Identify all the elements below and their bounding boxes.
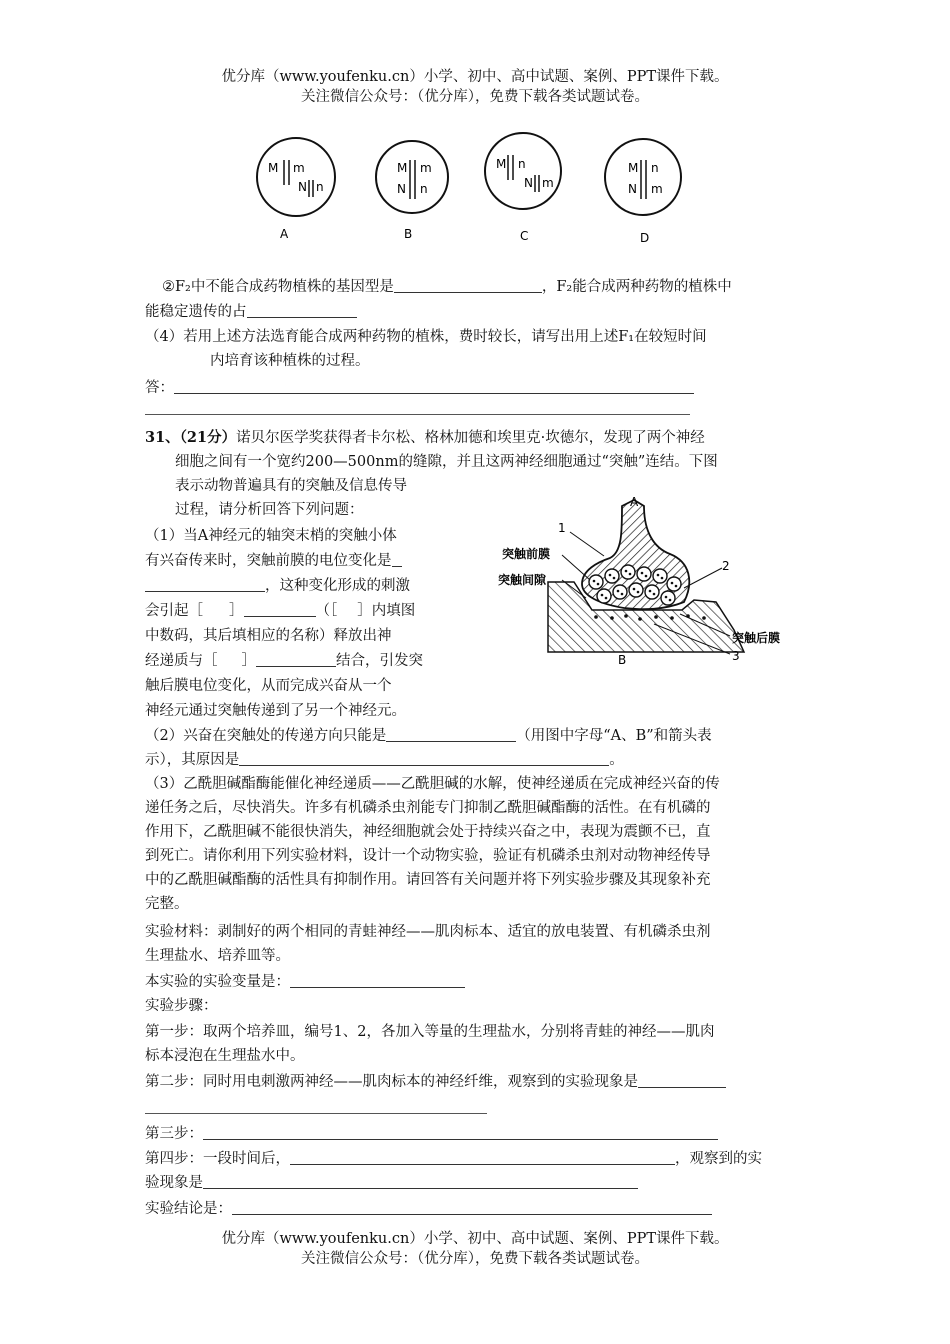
- step1-line1: 第一步：取两个培养皿，编号1、2，各加入等量的生理盐水，分别将青蛙的神经——肌肉: [145, 1024, 715, 1040]
- gene-label: m: [651, 182, 663, 196]
- gene-label: N: [628, 182, 637, 196]
- label-synaptic-cleft: 突触间隙: [498, 573, 547, 587]
- label-postsynaptic-membrane: 突触后膜: [732, 631, 781, 645]
- gene-label: M: [397, 161, 408, 175]
- gene-label: M: [496, 157, 507, 171]
- q31-intro-line3: 表示动物普遍具有的突触及信息传导: [175, 478, 407, 494]
- cell-c: [485, 133, 561, 243]
- page-footer-line2: 关注微信公众号：（优分库），免费下载各类试题试卷。: [301, 1251, 649, 1267]
- step2-line: 第二步：同时用电刺激两神经——肌肉标本的神经纤维，观察到的实验现象是: [145, 1071, 726, 1093]
- gene-label: N: [397, 182, 406, 196]
- q31-p1-line7: 触后膜电位变化，从而完成兴奋从一个: [145, 678, 392, 694]
- q4-answer: 答：: [145, 377, 694, 399]
- q4-line2: 内培育该种植株的过程。: [210, 353, 370, 369]
- q31-intro-line1: 31、（21分）诺贝尔医学奖获得者卡尔松、格林加德和埃里克·坎德尔，发现了两个神经: [145, 429, 705, 446]
- answer-blank[interactable]: [392, 551, 402, 567]
- answer-blank[interactable]: [232, 1199, 712, 1215]
- answer-blank[interactable]: [290, 972, 465, 988]
- cell-label: A: [280, 227, 289, 241]
- answer-blank[interactable]: [394, 277, 542, 293]
- label-3: 3: [732, 649, 740, 663]
- cell-b: [376, 141, 448, 241]
- cell-label: B: [404, 227, 413, 241]
- gene-label: n: [316, 180, 324, 194]
- cell-label: D: [640, 231, 650, 245]
- gene-label: M: [268, 161, 279, 175]
- gene-label: N: [524, 176, 533, 190]
- label-a: A: [630, 495, 639, 509]
- gene-label: m: [293, 161, 305, 175]
- answer-blank[interactable]: [386, 726, 516, 742]
- answer-blank[interactable]: [174, 378, 694, 394]
- answer-blank[interactable]: [256, 651, 336, 667]
- answer-blank[interactable]: [244, 601, 316, 617]
- conclusion-line: 实验结论是：: [145, 1198, 712, 1220]
- q31-p1-line3: ，这种变化形成的刺激: [145, 575, 410, 597]
- q31-p1-line4: 会引起［ ］ （［ ］内填图: [145, 603, 416, 619]
- q31-p3-line3: 作用下，乙酰胆碱不能很快消失，神经细胞就会处于持续兴奋之中，表现为震颤不已，直: [145, 824, 711, 840]
- q3-part2-line2: 能稳定遗传的占: [145, 301, 357, 323]
- answer-line: [145, 414, 690, 415]
- page-footer-line1: 优分库（www.youfenku.cn）小学、初中、高中试题、案例、PPT课件下载。: [221, 1231, 729, 1247]
- label-2: 2: [722, 559, 730, 573]
- page-header-line1: 优分库（www.youfenku.cn）小学、初中、高中试题、案例、PPT课件下载。: [221, 69, 729, 85]
- label-1: 1: [558, 521, 566, 535]
- q31-intro-line2: 细胞之间有一个宽约200—500nm的缝隙，并且这两神经细胞通过“突触”连结。下图: [175, 454, 718, 470]
- gene-label: m: [420, 161, 432, 175]
- answer-blank[interactable]: [239, 750, 609, 766]
- step4-line2: 验现象是: [145, 1172, 638, 1194]
- answer-line: [145, 1113, 487, 1114]
- q31-p3-line5: 中的乙酰胆碱酯酶的活性具有抑制作用。请回答有关问题并将下列实验步骤及其现象补充: [145, 872, 711, 888]
- materials-line2: 生理盐水、培养皿等。: [145, 948, 290, 964]
- cell-diagrams: [240, 125, 700, 250]
- q31-p1-line2: 有兴奋传来时，突触前膜的电位变化是: [145, 550, 402, 572]
- gene-label: n: [651, 161, 659, 175]
- q31-p3-line4: 到死亡。请你利用下列实验材料，设计一个动物实验，验证有机磷杀虫剂对动物神经传导: [145, 848, 711, 864]
- answer-blank[interactable]: [247, 302, 357, 318]
- cell-a: [257, 138, 335, 241]
- q31-p1-line1: （1）当A神经元的轴突末梢的突触小体: [145, 528, 397, 544]
- answer-blank[interactable]: [145, 576, 265, 592]
- q31-p1-line8: 神经元通过突触传递到了另一个神经元。: [145, 703, 406, 719]
- answer-blank[interactable]: [203, 1173, 638, 1189]
- q31-p1-line6: 经递质与［ ］ 结合，引发突: [145, 653, 423, 669]
- gene-label: n: [518, 157, 526, 171]
- label-presynaptic-membrane: 突触前膜: [502, 547, 551, 561]
- gene-label: N: [298, 180, 307, 194]
- q31-p2-line1: （2）兴奋在突触处的传递方向只能是 （用图中字母“A、B”和箭头表: [145, 728, 712, 744]
- gene-label: m: [542, 176, 554, 190]
- q31-p2-line2: 示），其原因是 。: [145, 752, 624, 768]
- page-header-line2: 关注微信公众号：（优分库），免费下载各类试题试卷。: [301, 89, 649, 105]
- q31-intro-line4: 过程，请分析回答下列问题：: [175, 502, 364, 518]
- answer-blank[interactable]: [290, 1149, 675, 1165]
- step1-line2: 标本浸泡在生理盐水中。: [145, 1048, 305, 1064]
- q3-part2-line1: ②F₂中不能合成药物植株的基因型是 ，F₂能合成两种药物的植株中: [162, 279, 732, 295]
- q31-p3-line1: （3）乙酰胆碱酯酶能催化神经递质——乙酰胆碱的水解，使神经递质在完成神经兴奋的传: [145, 776, 720, 792]
- steps-heading: 实验步骤：: [145, 998, 218, 1014]
- step3-line: 第三步：: [145, 1123, 718, 1145]
- step4-line1: 第四步：一段时间后， ，观察到的实: [145, 1151, 762, 1167]
- answer-blank[interactable]: [203, 1124, 718, 1140]
- synapse-diagram: [494, 492, 794, 672]
- q31-p3-line2: 递任务之后，尽快消失。许多有机磷杀虫剂能专门抑制乙酰胆碱酯酶的活性。在有机磷的: [145, 800, 711, 816]
- gene-label: n: [420, 182, 428, 196]
- q31-p1-line5: 中数码，其后填相应的名称）释放出神: [145, 628, 392, 644]
- cell-d: [605, 139, 681, 245]
- variable-line: 本实验的实验变量是：: [145, 971, 465, 993]
- label-b: B: [618, 653, 627, 667]
- q4-line1: （4）若用上述方法选育能合成两种药物的植株，费时较长，请写出用上述F₁在较短时间: [145, 329, 707, 345]
- materials-line1: 实验材料：剥制好的两个相同的青蛙神经——肌肉标本、适宜的放电装置、有机磷杀虫剂: [145, 924, 711, 940]
- answer-blank[interactable]: [638, 1072, 726, 1088]
- cell-label: C: [520, 229, 529, 243]
- q31-p3-line6: 完整。: [145, 896, 189, 912]
- gene-label: M: [628, 161, 639, 175]
